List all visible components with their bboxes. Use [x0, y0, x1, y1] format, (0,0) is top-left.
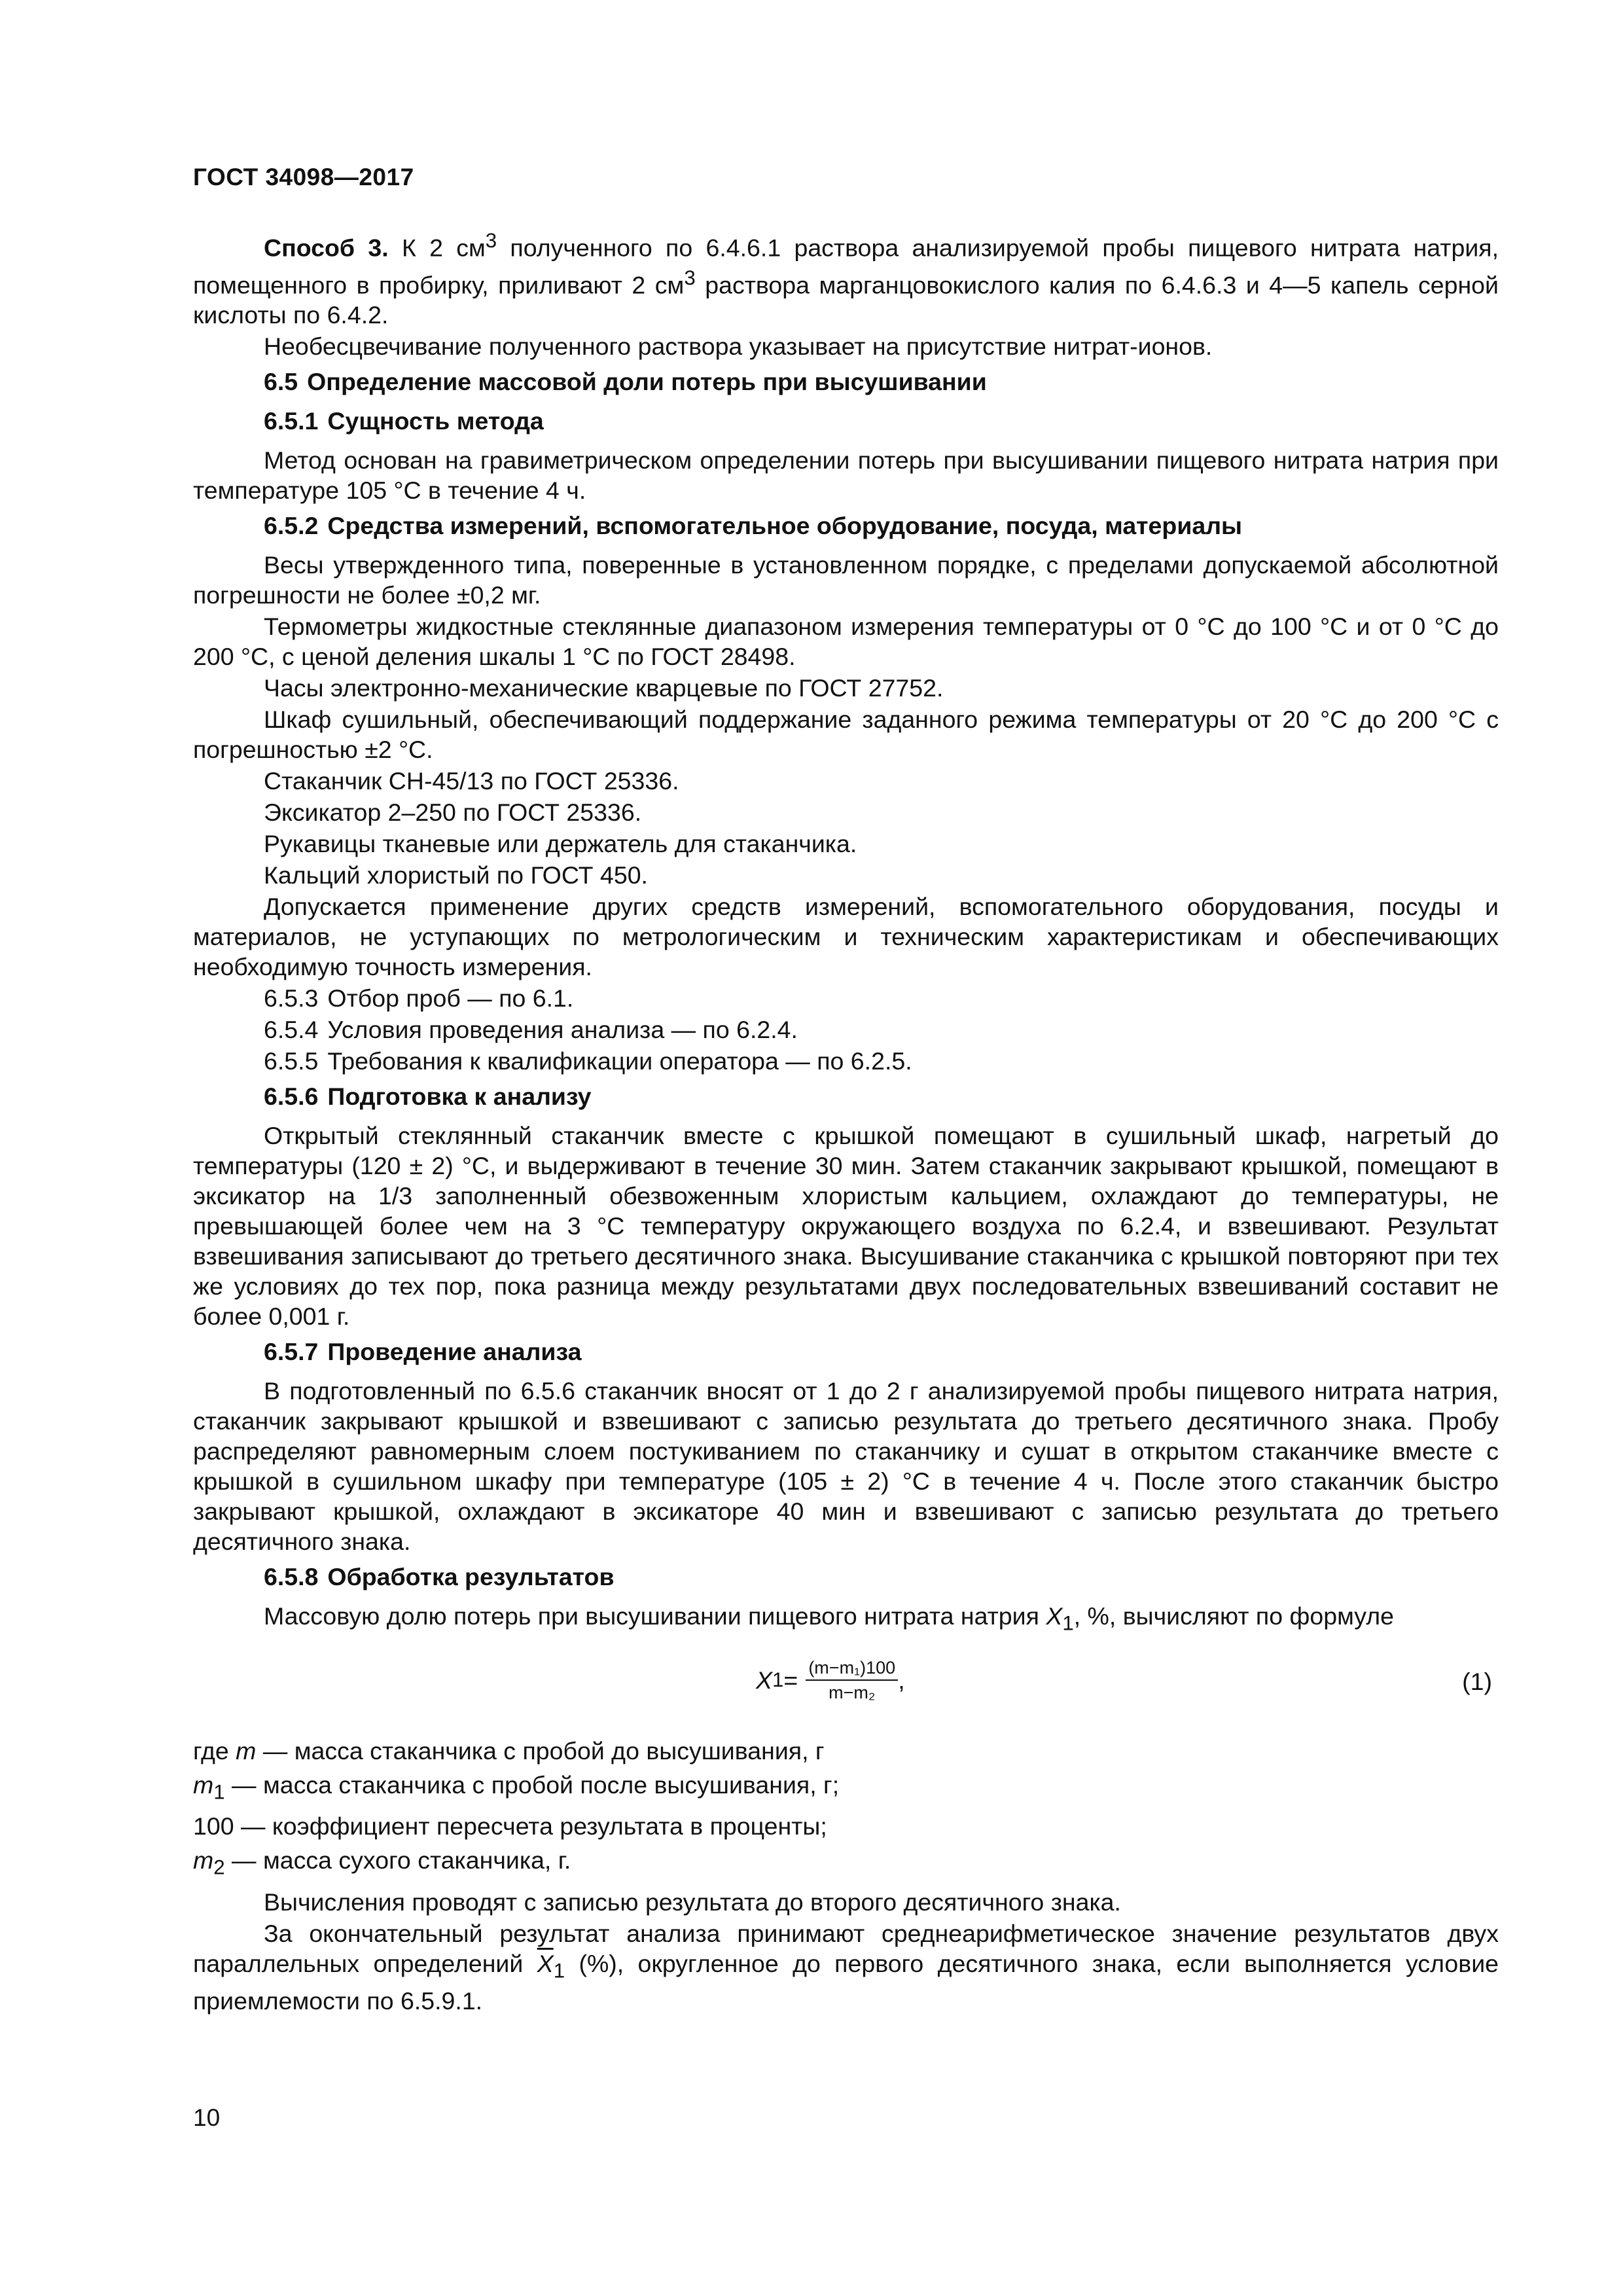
document-body	[193, 226, 1499, 2017]
section-6-5-8-intro: Массовую долю потерь при высушивании пищевого нитрата натрия $X_1$, %, вычисляют по формуле	[264, 1602, 1394, 1635]
section-6-5-5: 6.5.5 Требования к квалификации оператора — по 6.2.5.	[264, 1047, 912, 1075]
formula-fraction	[806, 1657, 898, 1703]
section-6-5-3: 6.5.3 Отбор проб — по 6.1.	[264, 984, 574, 1012]
method-3-paragraph: Способ 3. К 2 $см^3$ полученного по 6.4.6.1 раствора анализируемой пробы пищевого нитрата натрия, помещенного в пробирку, приливают 2 $см^3$ раствора марганцовокислого калия по 6.4.6.3 и 4—5 капель серной кислоты по 6.4.2.	[193, 229, 1499, 329]
equipment-item: Шкаф сушильный, обеспечивающий поддержание заданного режима температуры от 20 °С до 200 °С с погрешностью ±2 °С.	[193, 706, 1499, 763]
formula-1	[193, 1651, 1499, 1716]
method-3-note: Необесцвечивание полученного раствора указывает на присутствие нитрат-ионов.	[264, 332, 1213, 360]
section-6-5-6-heading: 6.5.6 Подготовка к анализу	[264, 1083, 592, 1110]
legend-line: $m_1$ — масса стаканчика с пробой после высушивания, г;	[193, 1770, 840, 1803]
equipment-item: Часы электронно-механические кварцевые по ГОСТ 27752.	[264, 674, 944, 702]
page-number: 10	[193, 2104, 221, 2131]
formula-denominator: m−m₂	[829, 1682, 876, 1702]
legend-line: $m_2$ — масса сухого стаканчика, г.	[193, 1846, 571, 1879]
formula-number: (1)	[1462, 1667, 1492, 1695]
section-6-5-1-heading: 6.5.1 Сущность метода	[264, 407, 544, 435]
calculation-note: Вычисления проводят с записью результата до второго десятичного знака.	[264, 1888, 1121, 1916]
formula-numerator: (m−m₁)100	[806, 1657, 898, 1681]
equipment-item: Весы утвержденного типа, поверенные в установленном порядке, с пределами допускаемой абсолютной погрешности не более ±0,2 мг.	[193, 551, 1499, 609]
section-6-5-4: 6.5.4 Условия проведения анализа — по 6.2.4.	[264, 1016, 798, 1043]
equipment-item: Термометры жидкостные стеклянные диапазоном измерения температуры от 0 °С до 100 °С и от 0 °С до 200 °С, с ценой деления шкалы 1 °С по ГОСТ 28498.	[193, 613, 1499, 670]
formula-expression: X 1 = $\frac{\text{(m−m₁)100}}{\text{m−m₂}}$ ,	[756, 1657, 905, 1702]
section-6-5-8-heading: 6.5.8 Обработка результатов	[264, 1563, 615, 1590]
equipment-item: Стаканчик СН-45/13 по ГОСТ 25336.	[264, 767, 679, 795]
document-header: ГОСТ 34098—2017	[193, 164, 414, 190]
section-6-5-2-heading: 6.5.2 Средства измерений, вспомогательное оборудование, посуда, материалы	[264, 512, 1243, 539]
final-result-paragraph: За окончательный результат анализа принимают среднеарифметическое значение результатов двух параллельных определений $\overline{X}_1$ (%), округленное до первого десятичного знака, если выполняется условие приемлемости по 6.5.9.1.	[193, 1919, 1499, 2015]
method-3-label: Способ 3.	[264, 234, 389, 262]
section-6-5-1-text: Метод основан на гравиметрическом определении потерь при высушивании пищевого нитрата натрия при температуре 105 °С в течение 4 ч.	[193, 446, 1499, 504]
legend-line: где m — масса стаканчика с пробой до высушивания, г	[193, 1736, 825, 1765]
section-6-5-7-text: В подготовленный по 6.5.6 стаканчик вносят от 1 до 2 г анализируемой пробы пищевого нитрата натрия, стаканчик закрывают крышкой и взвешивают с записью результата до третьего десятичного знака. Пробу распределяют равномерным слоем постукиванием по стаканчику и сушат в открытом стаканчике вместе с крышкой в сушильном шкафу при температуре (105 ± 2) °С в течение 4 ч. После этого стаканчик быстро закрывают крышкой, охлаждают в эксикаторе 40 мин и взвешивают с записью результата до третьего десятичного знака.	[193, 1377, 1499, 1555]
equipment-item: Эксикатор 2–250 по ГОСТ 25336.	[264, 798, 642, 826]
equipment-item: Рукавицы тканевые или держатель для стаканчика.	[264, 830, 857, 857]
formula-legend	[193, 1736, 1499, 1883]
section-6-5-heading: 6.5 Определение массовой доли потерь при высушивании	[264, 368, 987, 395]
section-6-5-6-text: Открытый стеклянный стаканчик вместе с крышкой помещают в сушильный шкаф, нагретый до температуры (120 ± 2) °С, и выдерживают в течение 30 мин. Затем стаканчик закрывают крышкой, помещают в эксикатор на 1/3 заполненный обезвоженным хлористым кальцием, охлаждают до температуры, не превышающей более чем на 3 °С температуру окружающего воздуха по 6.2.4, и взвешивают. Результат взвешивания записывают до третьего десятичного знака. Высушивание стаканчика с крышкой повторяют при тех же условиях до тех пор, пока разница между результатами двух последовательных взвешиваний составит не более 0,001 г.	[193, 1122, 1499, 1330]
equipment-item: Допускается применение других средств измерений, вспомогательного оборудования, посуды и материалов, не уступающих по метрологическим и техническим характеристикам и обеспечивающих необходимую точность измерения.	[193, 893, 1499, 980]
section-6-5-7-heading: 6.5.7 Проведение анализа	[264, 1338, 582, 1365]
legend-line: 100 — коэффициент пересчета результата в проценты;	[193, 1812, 827, 1840]
equipment-item: Кальций хлористый по ГОСТ 450.	[264, 861, 648, 889]
